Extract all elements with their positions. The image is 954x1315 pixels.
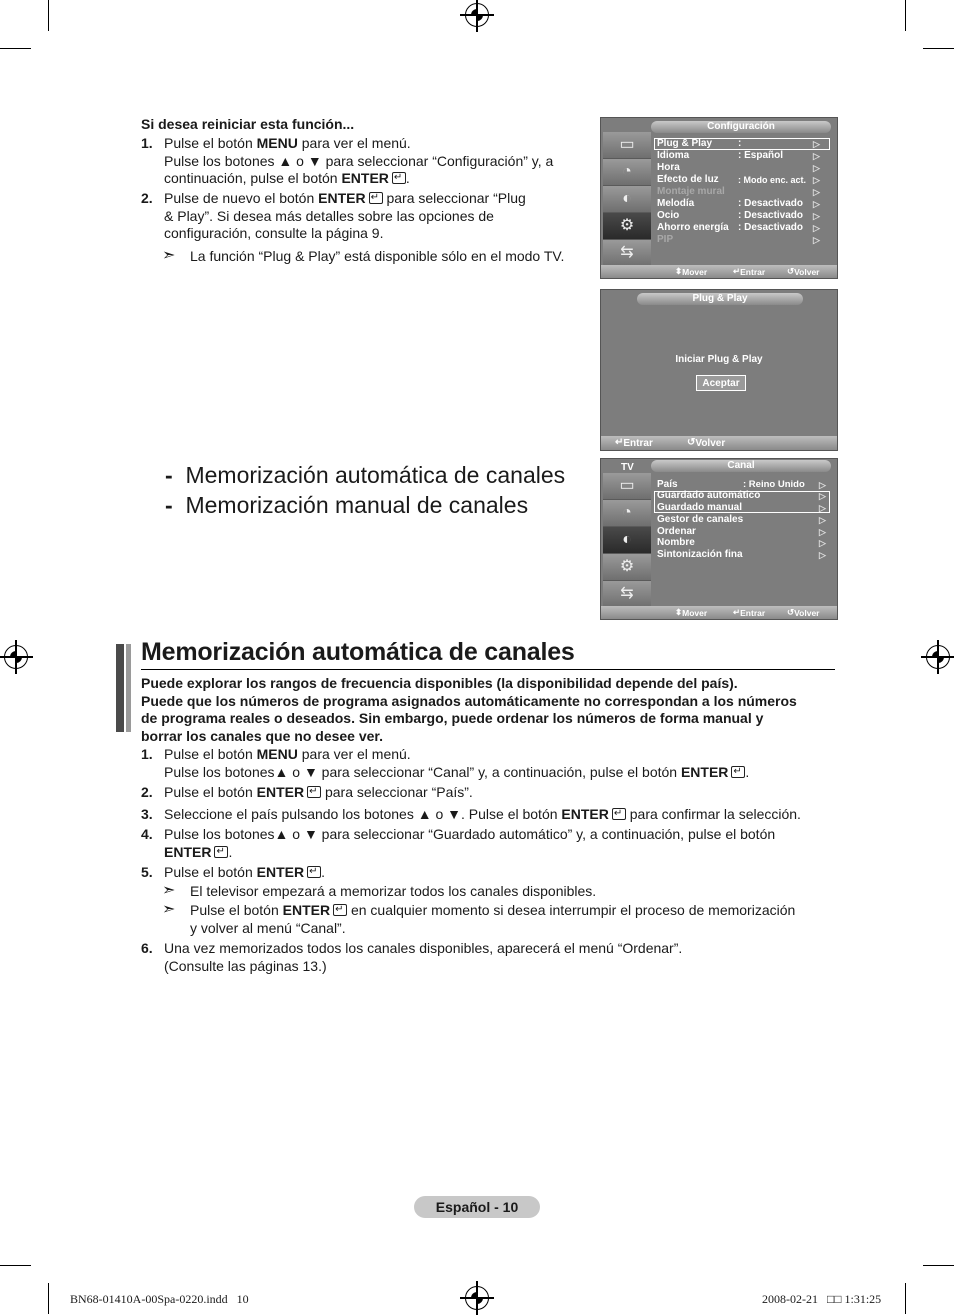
osd-row[interactable]: Ordenar ▷ bbox=[657, 526, 826, 537]
osd-row: Montaje mural ▷ bbox=[657, 186, 820, 197]
osd-plug-message: Iniciar Plug & Play bbox=[675, 354, 763, 365]
setup-icon: ⚙ bbox=[603, 554, 651, 581]
osd-row[interactable]: Guardado manual ▷ bbox=[657, 502, 826, 513]
osd-plug-title: Plug & Play bbox=[637, 293, 803, 305]
divider bbox=[141, 669, 835, 670]
step-number: 2. bbox=[141, 190, 153, 206]
enter-icon bbox=[369, 192, 383, 204]
enter-icon bbox=[612, 808, 626, 820]
step-number: 1. bbox=[141, 135, 153, 151]
intro-step-2: Pulse de nuevo el botón ENTER↵ para seleccionar “Plug & Play”. Si desea más detalles sobre las opciones de configuración, consulte la página 9. bbox=[164, 190, 594, 243]
osd-sidebar bbox=[603, 132, 651, 265]
section-bar bbox=[116, 644, 124, 732]
print-file-info: BN68-01410A-00Spa-0220.indd 10 bbox=[70, 1292, 249, 1306]
step-1: Pulse el botón MENU para ver el menú. Pulse los botones▲ o ▼ para seleccionar “Canal” y, a continuación, pulse el botón ENTER↵ . bbox=[164, 746, 844, 781]
print-date-info: 2008-02-21 □□ 1:31:25 bbox=[762, 1292, 882, 1306]
osd-row[interactable]: Plug & Play : ▷ bbox=[657, 138, 820, 149]
step-5-note-1: El televisor empezará a memorizar todos los canales disponibles. bbox=[190, 883, 597, 899]
crop-mark bbox=[905, 0, 906, 31]
osd-row[interactable]: Sintonización fina ▷ bbox=[657, 549, 826, 560]
crop-mark bbox=[905, 1283, 906, 1314]
enter-icon bbox=[333, 904, 347, 916]
setup-icon: ⚙ bbox=[603, 213, 651, 240]
step-3: Seleccione el país pulsando los botones ▲ o ▼. Pulse el botón ENTER↵ para confirmar la selección. bbox=[164, 806, 854, 824]
intro-heading: Si desea reiniciar esta función... bbox=[141, 116, 355, 132]
crop-mark bbox=[48, 0, 49, 31]
osd-footer: ⬍ Mover ↵ Entrar ↺ Volver bbox=[601, 606, 837, 619]
page-number-badge: Español - 10 bbox=[414, 1196, 540, 1218]
section-bar bbox=[126, 644, 131, 732]
step-number: 1. bbox=[141, 746, 153, 762]
crop-mark bbox=[48, 1283, 49, 1314]
osd-plug-play bbox=[600, 289, 838, 451]
channel-icon: ◐ bbox=[603, 186, 651, 213]
step-5: Pulse el botón ENTER↵ . bbox=[164, 864, 325, 882]
sound-icon: ◔ bbox=[603, 500, 651, 527]
input-icon: ⇆ bbox=[603, 240, 651, 267]
osd-row[interactable]: País : Reino Unido ▷ bbox=[657, 479, 826, 490]
osd-canal-title: Canal bbox=[651, 460, 831, 472]
section-intro: Puede explorar los rangos de frecuencia disponibles (la disponibilidad depende del país). Puede que los números de programa asignados automáticamente no correspondan a los números de programa reales o deseados. Sin embargo, puede ordenar los números de forma manual y borrar los canales que no desee ver. bbox=[141, 675, 797, 744]
enter-icon bbox=[392, 172, 406, 184]
crop-mark bbox=[0, 48, 31, 49]
picture-icon: ▭ bbox=[603, 132, 651, 159]
enter-icon bbox=[214, 846, 228, 858]
step-number: 6. bbox=[141, 940, 153, 956]
step-5-note-2: Pulse el botón ENTER↵ en cualquier momento si desea interrumpir el proceso de memorización y volver al menú “Canal”. bbox=[190, 902, 850, 937]
section-title: Memorización automática de canales bbox=[141, 638, 575, 666]
intro-note: La función “Plug & Play” está disponible sólo en el modo TV. bbox=[190, 248, 565, 264]
osd-row[interactable]: Melodía : Desactivado ▷ bbox=[657, 198, 820, 209]
enter-icon bbox=[307, 866, 321, 878]
crop-mark bbox=[923, 48, 954, 49]
intro-step-1: Pulse el botón MENU para ver el menú. Pulse los botones ▲ o ▼ para seleccionar “Configuración” y, a continuación, pulse el botón ENTER↵ . bbox=[164, 135, 594, 188]
step-6: Una vez memorizados todos los canales disponibles, aparecerá el menú “Ordenar”. (Consulte las páginas 13.) bbox=[164, 940, 683, 974]
osd-config-menu bbox=[600, 117, 838, 279]
toc-item: - Memorización manual de canales bbox=[165, 492, 529, 518]
crop-mark bbox=[923, 1265, 954, 1266]
osd-footer: ⬍ Mover ↵ Entrar ↺ Volver bbox=[601, 265, 837, 278]
osd-footer: ↵ Entrar ↺ Volver bbox=[601, 436, 837, 450]
input-icon: ⇆ bbox=[603, 581, 651, 608]
osd-canal-menu bbox=[600, 458, 838, 620]
crop-mark bbox=[0, 1265, 31, 1266]
osd-row[interactable]: Nombre ▷ bbox=[657, 537, 826, 548]
step-4: Pulse los botones▲ o ▼ para seleccionar “Guardado automático” y, a continuación, pulse el botón ENTER↵ . bbox=[164, 826, 854, 861]
registration-mark-icon bbox=[4, 645, 28, 669]
enter-icon bbox=[731, 766, 745, 778]
osd-row[interactable]: Hora ▷ bbox=[657, 162, 820, 173]
osd-config-title: Configuración bbox=[651, 121, 831, 133]
osd-row[interactable]: Efecto de luz : Modo enc. act. ▷ bbox=[657, 174, 820, 185]
step-number: 2. bbox=[141, 784, 153, 800]
step-2: Pulse el botón ENTER↵ para seleccionar “País”. bbox=[164, 784, 473, 802]
accept-button[interactable]: Aceptar bbox=[696, 375, 746, 391]
registration-mark-icon bbox=[465, 1286, 489, 1310]
note-arrow-icon: ➣ bbox=[162, 901, 176, 918]
channel-icon: ◐ bbox=[603, 527, 651, 554]
osd-row: PIP ▷ bbox=[657, 234, 820, 245]
registration-mark-icon bbox=[926, 645, 950, 669]
osd-row[interactable]: Gestor de canales ▷ bbox=[657, 514, 826, 525]
toc-item: - Memorización automática de canales bbox=[165, 462, 566, 488]
osd-row[interactable]: Guardado automático ▷ bbox=[657, 490, 826, 501]
enter-icon bbox=[307, 786, 321, 798]
osd-row[interactable]: Ahorro energía : Desactivado ▷ bbox=[657, 222, 820, 233]
picture-icon: ▭ bbox=[603, 473, 651, 500]
note-arrow-icon: ➣ bbox=[162, 247, 176, 264]
registration-mark-icon bbox=[465, 3, 489, 27]
step-number: 5. bbox=[141, 864, 153, 880]
osd-sidebar bbox=[603, 473, 651, 606]
osd-row[interactable]: Idioma : Español ▷ bbox=[657, 150, 820, 161]
osd-tv-label: TV bbox=[621, 462, 634, 473]
step-number: 3. bbox=[141, 806, 153, 822]
note-arrow-icon: ➣ bbox=[162, 882, 176, 899]
step-number: 4. bbox=[141, 826, 153, 842]
sound-icon: ◔ bbox=[603, 159, 651, 186]
osd-row[interactable]: Ocio : Desactivado ▷ bbox=[657, 210, 820, 221]
